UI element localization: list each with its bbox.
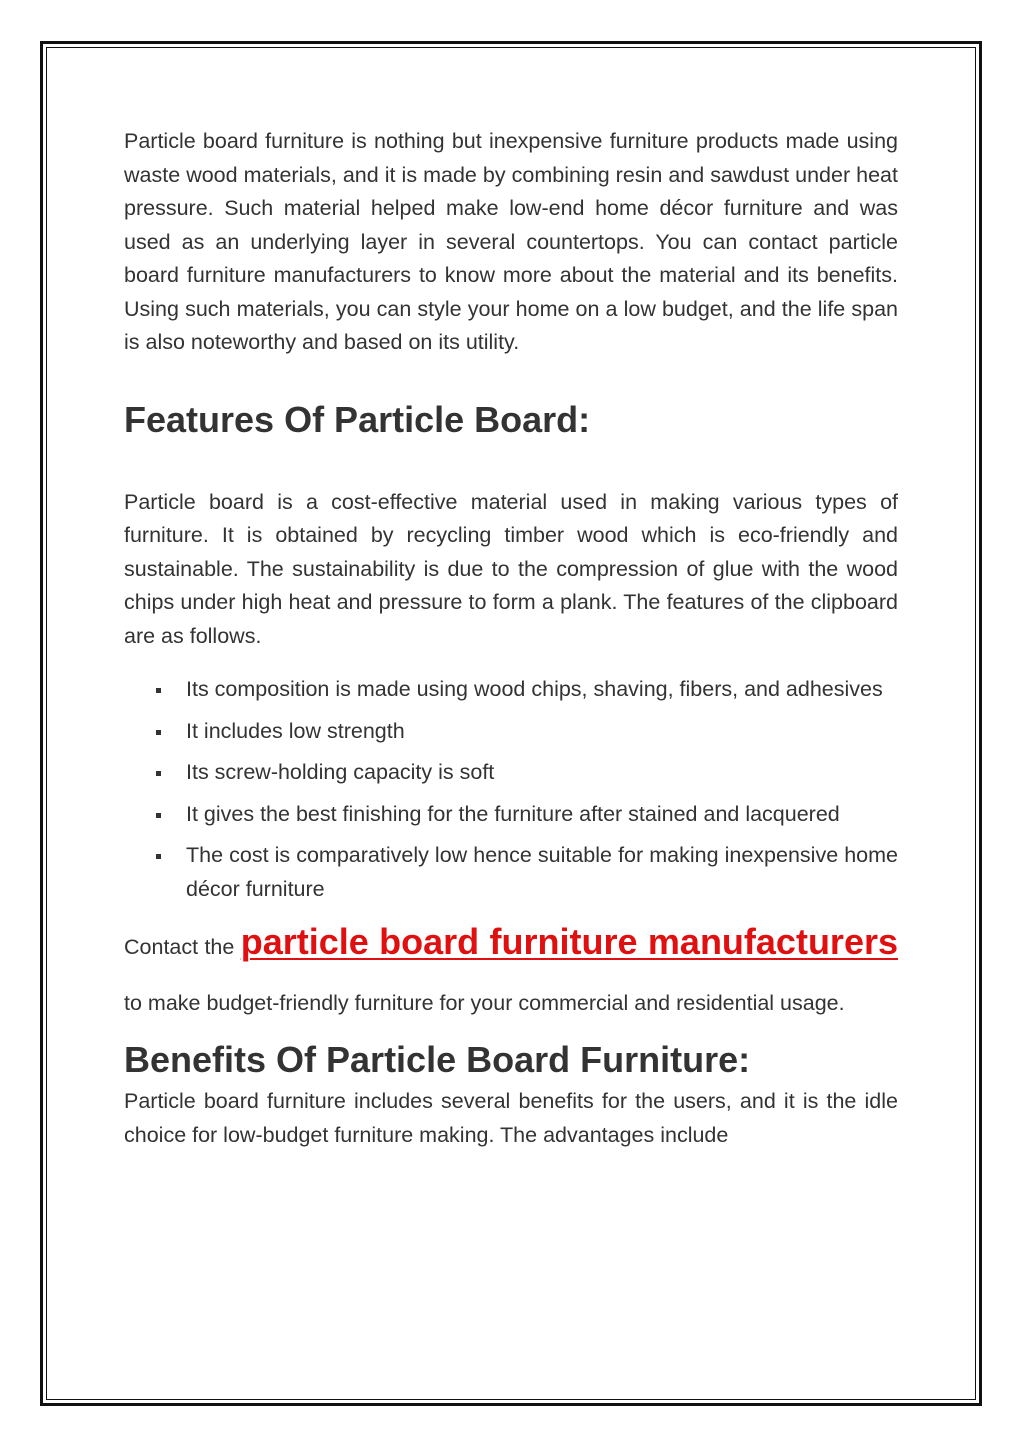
benefits-heading: Benefits Of Particle Board Furniture: — [124, 1039, 751, 1080]
contact-prefix: Contact the — [124, 935, 241, 959]
intro-paragraph: Particle board furniture is nothing but inexpensive furniture products made using waste wood materials, and it is made by combining resin and sawdust under heat pressure. Such material helped make low-end home décor furniture and was used as an underlying layer in several countertops. You can contact particle board furniture manufacturers to know more about the material and its benefits. Using such materials, you can style your home on a low budget, and the life span is also noteworthy and based on its utility. — [124, 129, 898, 354]
list-item — [186, 798, 898, 832]
bullet-icon — [156, 854, 161, 859]
list-item — [186, 715, 898, 749]
list-item-text: The cost is comparatively low hence suitable for making inexpensive home décor furniture — [186, 843, 898, 901]
bullet-icon — [156, 771, 161, 776]
bullet-icon — [156, 730, 161, 735]
list-item-text: Its screw-holding capacity is soft — [186, 760, 495, 784]
list-item — [186, 839, 898, 906]
list-item-text: It gives the best finishing for the furniture after stained and lacquered — [186, 801, 840, 826]
list-item — [186, 673, 898, 707]
features-paragraph: Particle board is a cost-effective material used in making various types of furniture. It is obtained by recycling timber wood which is eco-friendly and sustainable. The sustainability is due to the compression of glue with the wood chips under high heat and pressure to form a plank. The features of the clipboard are as follows. — [124, 489, 898, 648]
features-heading: Features Of Particle Board: — [124, 398, 591, 440]
bullet-icon — [156, 813, 161, 818]
contact-paragraph — [124, 914, 898, 1031]
contact-suffix: to make budget-friendly furniture for your commercial and residential usage. — [124, 991, 845, 1015]
list-item — [186, 756, 898, 790]
features-list — [124, 673, 898, 906]
document-content — [124, 125, 898, 1152]
bullet-icon — [156, 688, 161, 693]
benefits-paragraph: Particle board furniture includes several benefits for the users, and it is the idle choice for low-budget furniture making. The advantages include — [124, 1089, 898, 1147]
list-item-text: It includes low strength — [186, 718, 405, 743]
manufacturers-link[interactable]: particle board furniture manufacturers — [240, 921, 898, 962]
list-item-text: Its composition is made using wood chips, shaving, fibers, and adhesives — [186, 677, 883, 701]
